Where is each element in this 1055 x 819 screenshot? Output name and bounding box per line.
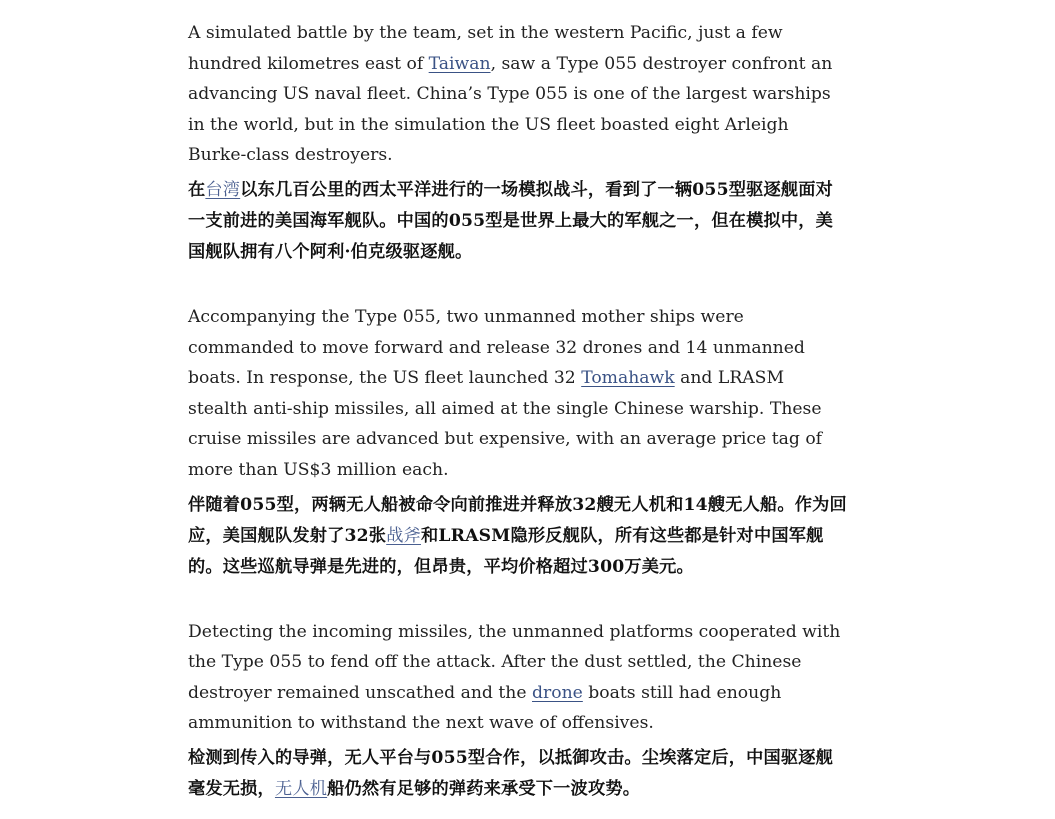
link-taiwan[interactable]: Taiwan	[428, 53, 491, 74]
link-tomahawk-zh[interactable]: 战斧	[386, 525, 421, 546]
paragraph-block-3	[188, 617, 848, 805]
english-paragraph: Detecting the incoming missiles, the unmanned platforms cooperated with the Type 055 to fend off the attack. After the dust settled, the Chinese destroyer remained unscathed and the drone boats still had enough ammunition to withstand the next wave of offensives.	[188, 621, 841, 734]
english-paragraph: Accompanying the Type 055, two unmanned mother ships were commanded to move forward and release 32 drones and 14 unmanned boats. In response, the US fleet launched 32 Tomahawk and LRASM stealth anti-ship missiles, all aimed at the single Chinese warship. These cruise missiles are advanced but expensive, with an average price tag of more than US$3 million each.	[188, 306, 823, 480]
link-drone[interactable]: drone	[532, 682, 583, 703]
link-taiwan-zh[interactable]: 台湾	[205, 179, 241, 200]
chinese-paragraph: 伴随着055型，两辆无人船被命令向前推进并释放32艘无人机和14艘无人船。作为回应，美国舰队发射了32张战斧和LRASM隐形反舰队，所有这些都是针对中国军舰的。这些巡航导弹是先进的，但昂贵，平均价格超过300万美元。	[188, 494, 847, 577]
english-paragraph: A simulated battle by the team, set in the western Pacific, just a few hundred kilometres east of Taiwan, saw a Type 055 destroyer confront an advancing US naval fleet. China’s Type 055 is one of the largest warships in the world, but in the simulation the US fleet boasted eight Arleigh Burke-class destroyers.	[188, 23, 833, 166]
article-body	[188, 18, 848, 805]
paragraph-block-2	[188, 302, 848, 583]
link-tomahawk[interactable]: Tomahawk	[581, 368, 675, 389]
chinese-paragraph: 检测到传入的导弹，无人平台与055型合作，以抵御攻击。尘埃落定后，中国驱逐舰毫发无损，无人机船仍然有足够的弹药来承受下一波攻势。	[188, 747, 834, 799]
link-drone-zh[interactable]: 无人机	[274, 778, 328, 799]
chinese-paragraph: 在台湾以东几百公里的西太平洋进行的一场模拟战斗，看到了一辆055型驱逐舰面对一支前进的美国海军舰队。中国的055型是世界上最大的军舰之一，但在模拟中，美国舰队拥有八个阿利·伯克级驱逐舰。	[188, 179, 834, 262]
paragraph-block-1	[188, 18, 848, 268]
